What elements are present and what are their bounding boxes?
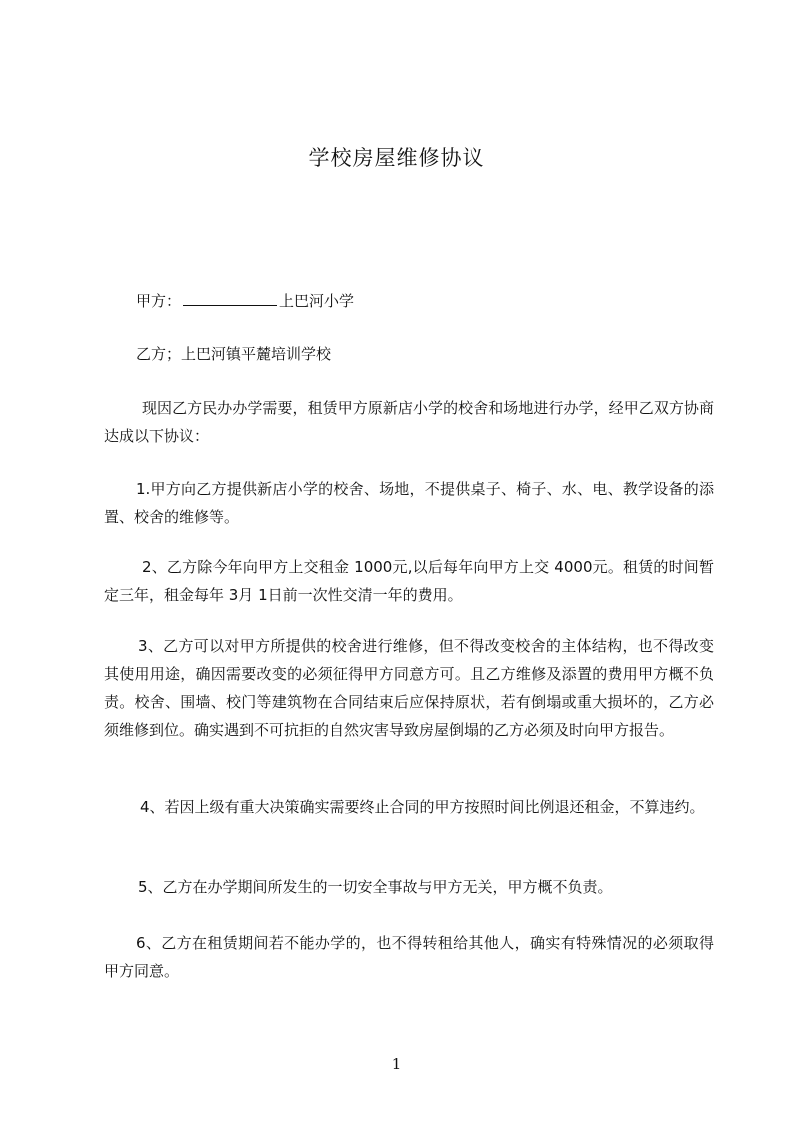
paragraph-clause-3: 3、乙方可以对甲方所提供的校舍进行维修，但不得改变校舍的主体结构，也不得改变其使用用途，确因需要改变的必须征得甲方同意方可。且乙方维修及添置的费用甲方概不负责。校舍、围墙、校门等建筑物在合同结束后应保持原状，若有倒塌或重大损坏的，乙方必须维修到位。确实遇到不可抗拒的自然灾害导致房屋倒塌的乙方必须及时向甲方报告。 bbox=[104, 637, 714, 739]
document-title: 学校房屋维修协议 bbox=[308, 146, 485, 170]
paragraph-clause-1: 1.甲方向乙方提供新店小学的校舍、场地，不提供桌子、椅子、水、电、教学设备的添置、校舍的维修等。 bbox=[104, 480, 714, 526]
party-a-blank bbox=[183, 291, 277, 306]
party-a-label: 甲方： bbox=[136, 292, 182, 310]
paragraph-clause-2: 2、乙方除今年向甲方上交租金 1000元,以后每年向甲方上交 4000元。租赁的时间暂定三年，租金每年 3月 1日前一次性交清一年的费用。 bbox=[104, 558, 714, 604]
paragraph-clause-4: 4、若因上级有重大决策确实需要终止合同的甲方按照时间比例退还租金，不算违约。 bbox=[140, 798, 705, 816]
party-a-name: 上巴河小学 bbox=[279, 292, 355, 310]
party-a-line bbox=[136, 287, 354, 315]
page-number: 1 bbox=[391, 1055, 402, 1073]
paragraph-intro: 现因乙方民办办学需要，租赁甲方原新店小学的校舍和场地进行办学，经甲乙双方协商达成以下协议： bbox=[104, 399, 714, 445]
paragraph-clause-6: 6、乙方在租赁期间若不能办学的，也不得转租给其他人，确实有特殊情况的必须取得甲方同意。 bbox=[104, 934, 714, 980]
paragraph-clause-5: 5、乙方在办学期间所发生的一切安全事故与甲方无关，甲方概不负责。 bbox=[138, 878, 613, 896]
party-b-line: 乙方；上巴河镇平麓培训学校 bbox=[136, 345, 332, 363]
